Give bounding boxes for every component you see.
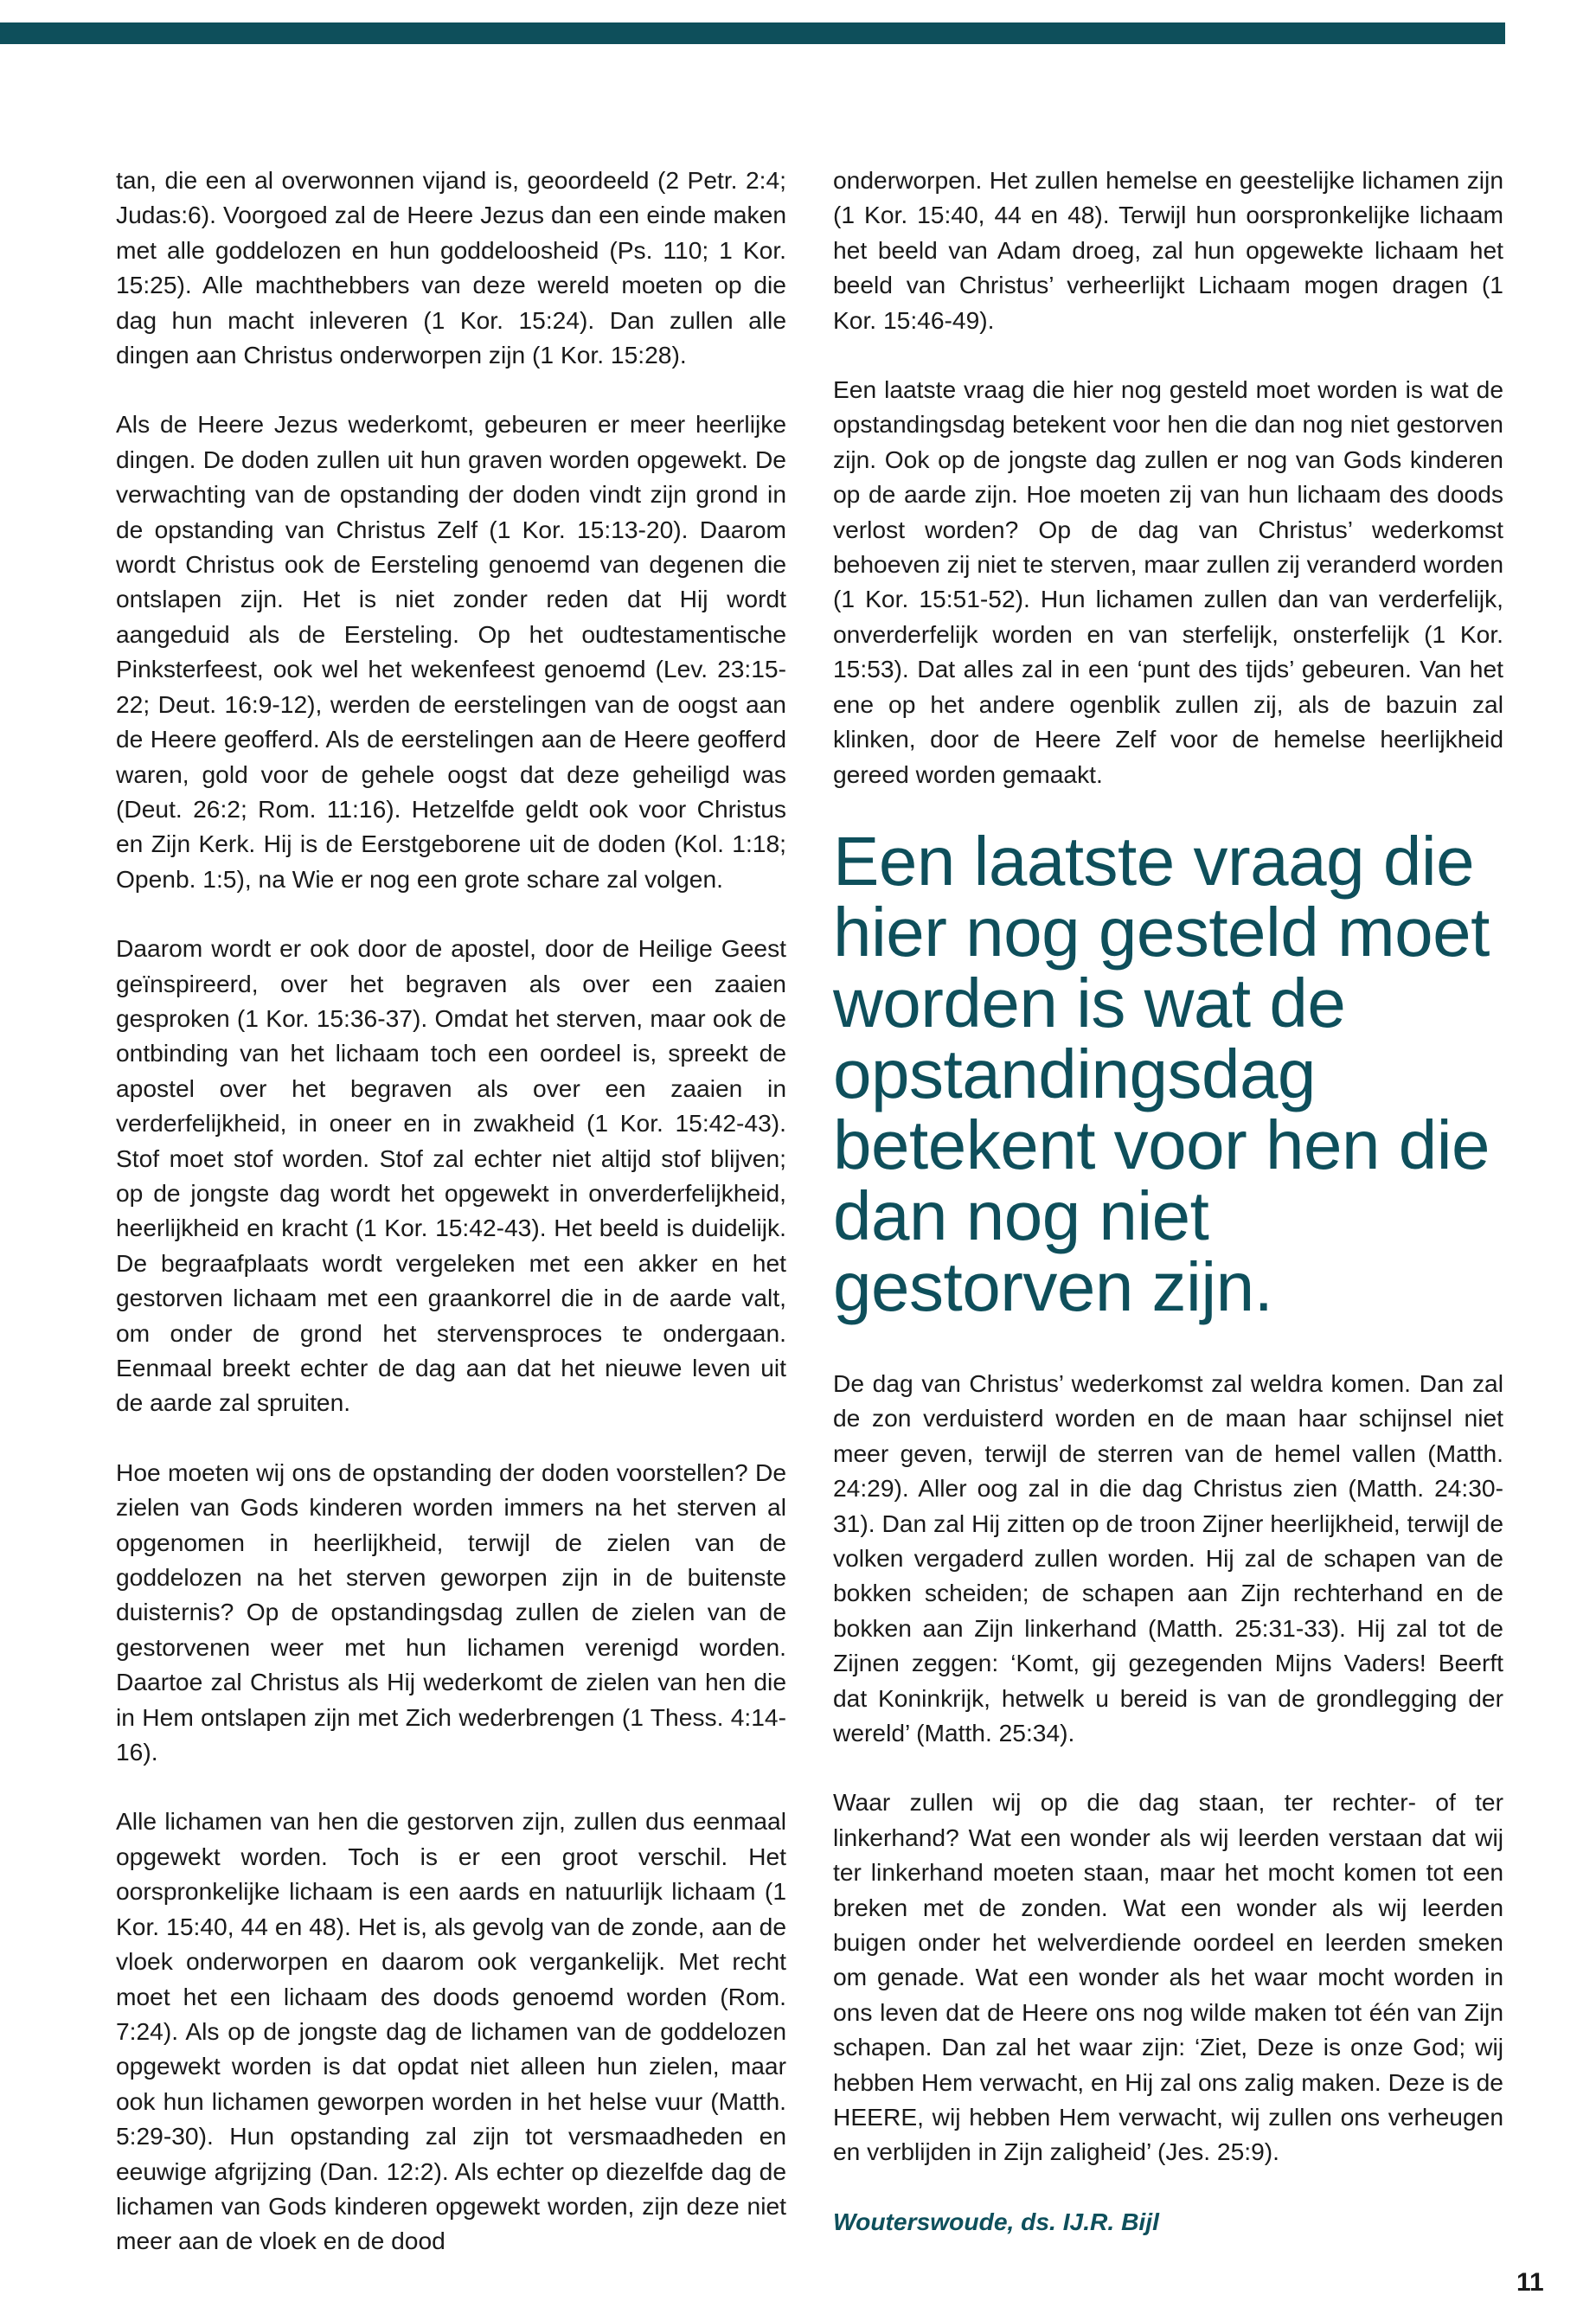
paragraph: Waar zullen wij op die dag staan, ter rechter- of ter linkerhand? Wat een wonder als wij leerden verstaan dat wij ter linkerhand moeten staan, maar het mocht komen tot een breken met de zonden. Wat een wonder als wij leerden buigen onder het welverdiende oordeel en leerden smeken om genade. Wat een wonder als het waar mocht worden in ons leven dat de Heere ons nog wilde maken tot één van Zijn schapen. Dan zal het waar zijn: ‘Ziet, Deze is onze God; wij hebben Hem verwacht, en Hij zal ons zalig maken. Deze is de HEERE, wij hebben Hem verwacht, wij zullen ons verheugen en verblijden in Zijn zaligheid’ (Jes. 25:9).: [833, 1788, 1503, 2166]
paragraph: Als de Heere Jezus wederkomt, gebeuren er meer heerlijke dingen. De doden zullen uit hun graven worden opgewekt. De verwachting van de opstanding der doden vindt zijn grond in de opstanding van Christus Zelf (1 Kor. 15:13-20). Daarom wordt Christus ook de Eersteling genoemd van degenen die ontslapen zijn. Het is niet zonder reden dat Hij wordt aangeduid als de Eersteling. Op het oudtestamentische Pinksterfeest, ook wel het wekenfeest genoemd (Lev. 23:15-22; Deut. 16:9-12), werden de eerstelingen van de oogst aan de Heere geofferd. Als de eerstelingen aan de Heere geofferd waren, gold voor de gehele oogst dat deze geheiligd was (Deut. 26:2; Rom. 11:16). Hetzelfde geldt ook voor Christus en Zijn Kerk. Hij is de Eerstgeborene uit de doden (Kol. 1:18; Openb. 1:5), na Wie er nog een grote schare zal volgen.: [116, 410, 786, 893]
paragraph: Een laatste vraag die hier nog gesteld moet worden is wat de opstandingsdag betekent voor hen die dan nog niet gestorven zijn. Ook op de jongste dag zullen er nog van Gods kinderen op de aarde zijn. Hoe moeten zij van hun lichaam des doods verlost worden? Op de dag van Christus’ wederkomst behoeven zij niet te sterven, maar zullen zij veranderd worden (1 Kor. 15:51-52). Hun lichamen zullen dan van verderfelijk, onverderfelijk worden en van sterfelijk, onsterfelijk (1 Kor. 15:53). Dat alles zal in een ‘punt des tijds’ gebeuren. Van het ene op het andere ogenblik zullen zij, als de bazuin zal klinken, door de Heere Zelf voor de hemelse heerlijkheid gereed worden gemaakt.: [833, 375, 1503, 788]
paragraph: onderworpen. Het zullen hemelse en geestelijke lichamen zijn (1 Kor. 15:40, 44 en 48). Terwijl hun oorspronkelijke lichaam het beeld van Adam droeg, zal hun opgewekte lichaam het beeld van Christus’ verheerlijkt Lichaam mogen dragen (1 Kor. 15:46-49).: [833, 166, 1503, 334]
paragraph: Daarom wordt er ook door de apostel, door de Heilige Geest geïnspireerd, over het begraven als over een zaaien gesproken (1 Kor. 15:36-37). Omdat het sterven, maar ook de ontbinding van het lichaam toch een oordeel is, spreekt de apostel over het begraven als over een zaaien in verderfelijkheid, in oneer en in zwakheid (1 Kor. 15:42-43). Stof moet stof worden. Stof zal echter niet altijd stof blijven; op de jongste dag wordt het opgewekt in onverderfelijkheid, heerlijkheid en kracht (1 Kor. 15:42-43). Het beeld is duidelijk. De begraafplaats wordt vergeleken met een akker en het gestorven lichaam met een graankorrel die in de aarde valt, om onder de grond het stervensproces te ondergaan. Eenmaal breekt echter de dag aan dat het nieuwe leven uit de aarde zal spruiten.: [116, 934, 786, 1417]
paragraph: De dag van Christus’ wederkomst zal weldra komen. Dan zal de zon verduisterd worden en de maan haar schijnsel niet meer geven, terwijl de sterren van de hemel vallen (Matth. 24:29). Aller oog zal in die dag Christus zien (Matth. 24:30-31). Dan zal Hij zitten op de troon Zijner heerlijkheid, terwijl de volken vergaderd zullen worden. Hij zal de schapen van de bokken scheiden; de schapen aan Zijn rechterhand en de bokken aan Zijn linkerhand (Matth. 25:31-33). Hij zal tot de Zijnen zeggen: ‘Komt, gij gezegenden Mijns Vaders! Beerft dat Koninkrijk, hetwelk u bereid is van de grondlegging der wereld’ (Matth. 25:34).: [833, 1368, 1503, 1747]
left-column: [116, 163, 786, 2259]
author-signature: Wouterswoude, ds. IJ.R. Bijl: [833, 2207, 1159, 2235]
right-column: [833, 163, 1503, 2239]
page-number: 11: [1516, 2268, 1544, 2297]
header-bar: [0, 22, 1505, 44]
paragraph: Hoe moeten wij ons de opstanding der doden voorstellen? De zielen van Gods kinderen worden immers na het sterven al opgenomen in heerlijkheid, terwijl de zielen van de goddelozen na het sterven geworpen zijn in de buitenste duisternis? Op de opstandingsdag zullen de zielen van de gestorvenen weer met hun lichamen verenigd worden. Daartoe zal Christus als Hij wederkomt de zielen van hen die in Hem ontslapen zijn met Zich wederbrengen (1 Thess. 4:14-16).: [116, 1458, 786, 1766]
paragraph: Alle lichamen van hen die gestorven zijn, zullen dus eenmaal opgewekt worden. Toch is er een groot verschil. Het oorspronkelijke lichaam is een aards en natuurlijk lichaam (1 Kor. 15:40, 44 en 48). Het is, als gevolg van de zonde, aan de vloek onderworpen en daarom ook vergankelijk. Met recht moet het een lichaam des doods genoemd worden (Rom. 7:24). Als op de jongste dag de lichamen van de goddelozen opgewekt worden is dat opdat niet alleen hun zielen, maar ook hun lichamen geworpen worden in het helse vuur (Matth. 5:29-30). Hun opstanding zal zijn tot versmaadheden en eeuwige afgrijzing (Dan. 12:2). Als echter op diezelfde dag de lichamen van Gods kinderen opgewekt worden, zijn deze niet meer aan de vloek en de dood: [116, 1807, 786, 2255]
pull-quote: Een laatste vraag die hier nog gesteld moet worden is wat de opstandingsdag betekent voor hen die dan nog niet gestorven zijn.: [833, 822, 1490, 1325]
paragraph: tan, die een al overwonnen vijand is, geoordeeld (2 Petr. 2:4; Judas:6). Voorgoed zal de Heere Jezus dan een einde maken met alle goddelozen en hun goddeloosheid (Ps. 110; 1 Kor. 15:25). Alle machthebbers van deze wereld moeten op die dag hun macht inleveren (1 Kor. 15:24). Dan zullen alle dingen aan Christus onderworpen zijn (1 Kor. 15:28).: [116, 166, 786, 369]
